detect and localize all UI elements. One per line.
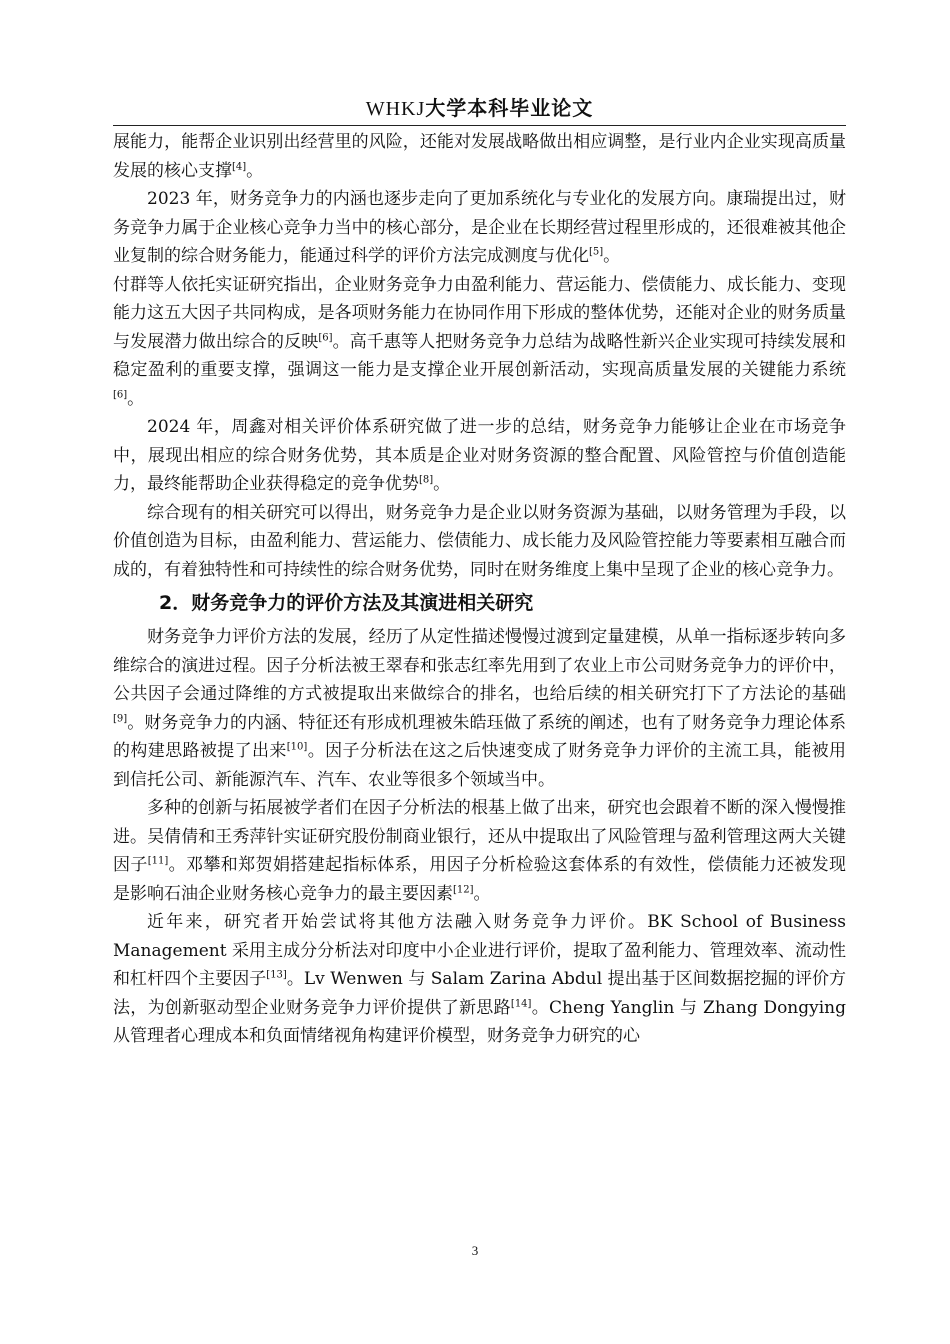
paragraph: 展能力，能帮企业识别出经营里的风险，还能对发展战略做出相应调整，是行业内企业实现高质量发展的核心支撑[4]。 [113,132,846,181]
thesis-running-header [113,94,846,123]
header-rule [113,125,846,126]
body-text [113,128,846,1051]
paragraph: 综合现有的相关研究可以得出，财务竞争力是企业以财务资源为基础，以财务管理为手段，以价值创造为目标，由盈利能力、营运能力、偿债能力、成长能力及风险管控能力等要素相互融合而成的，有着独特性和可持续性的综合财务优势，同时在财务维度上集中呈现了企业的核心竞争力。 [113,502,846,580]
paragraph: 付群等人依托实证研究指出，企业财务竞争力由盈利能力、营运能力、偿债能力、成长能力、变现能力这五大因子共同构成，是各项财务能力在协同作用下形成的整体优势，还能对企业的财务质量与发展潜力做出综合的反映[6]。高千惠等人把财务竞争力总结为战略性新兴企业实现可持续发展和稳定盈利的重要支撑，强调这一能力是支撑企业开展创新活动，实现高质量发展的关键能力系统[6]。 [113,274,847,409]
paragraph: 2023 年，财务竞争力的内涵也逐步走向了更加系统化与专业化的发展方向。康瑞提出过，财务竞争力属于企业核心竞争力当中的核心部分，是企业在长期经营过程里形成的，还很难被其他企业复制的综合财务能力，能通过科学的评价方法完成测度与优化[5]。 [113,189,846,266]
header-title: 大学本科毕业论文 [425,96,594,120]
paragraph: 多种的创新与拓展被学者们在因子分析法的根基上做了出来，研究也会跟着不断的深入慢慢推进。吴倩倩和王秀萍针实证研究股份制商业银行，还从中提取出了风险管理与盈利管理这两大关键因子[11]。邓攀和郑贺娟搭建起指标体系，用因子分析检验这套体系的有效性，偿债能力还被发现是影响石油企业财务核心竞争力的最主要因素[12]。 [113,798,847,904]
header-latin: WHKJ [365,98,426,120]
paragraph: 近年来，研究者开始尝试将其他方法融入财务竞争力评价。BK School of Business Management 采用主成分分析法对印度中小企业进行评价，提取了盈利能力、管理效率、流动性和杠杆四个主要因子[13]。Lv Wenwen 与 Salam Zarina Abdul 提出基于区间数据挖掘的评价方法，为创新驱动型企业财务竞争力评价提供了新思路[14]。Cheng Yanglin 与 Zhang Dongying 从管理者心理成本和负面情绪视角构建评价模型，财务竞争力研究的心 [113,912,847,1046]
page-number: 3 [471,1243,479,1258]
paragraph: 财务竞争力评价方法的发展，经历了从定性描述慢慢过渡到定量建模，从单一指标逐步转向多维综合的演进过程。因子分析法被王翠春和张志红率先用到了农业上市公司财务竞争力的评价中，公共因子会通过降维的方式被提取出来做综合的排名，也给后续的相关研究打下了方法论的基础[9]。财务竞争力的内涵、特征还有形成机理被朱皓珏做了系统的阐述，也有了财务竞争力理论体系的构建思路被提了出来[10]。因子分析法在这之后快速变成了财务竞争力评价的主流工具，能被用到信托公司、新能源汽车、汽车、农业等很多个领域当中。 [113,627,847,790]
paragraph: 2024 年，周鑫对相关评价体系研究做了进一步的总结，财务竞争力能够让企业在市场竞争中，展现出相应的综合财务优势，其本质是企业对财务资源的整合配置、风险管控与价值创造能力，最终能帮助企业获得稳定的竞争优势[8]。 [113,417,846,494]
section-heading: 2．财务竞争力的评价方法及其演进相关研究 [159,592,534,614]
